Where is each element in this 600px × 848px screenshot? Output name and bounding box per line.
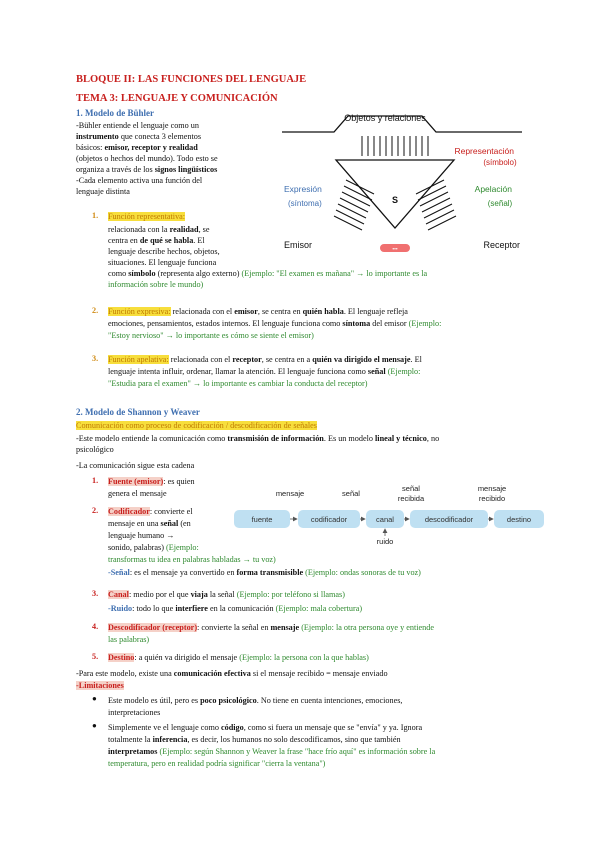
apelacion-label: Apelación (474, 184, 512, 194)
function-line: relacionada con la realidad, se (108, 225, 210, 234)
function-line: lenguaje intenta influir, ordenar, llamar la atención. El lenguaje funciona como señal (Ejemplo: (108, 367, 421, 376)
shannon-subheading: Comunicación como proceso de codificación / descodificación de señales (76, 421, 317, 430)
tema-title: TEMA 3: LENGUAJE Y COMUNICACIÓN (76, 93, 278, 104)
chain-item-fuente: Fuente (emisor): es quien (108, 477, 195, 486)
emisor-label: Emisor (284, 240, 313, 250)
label-ruido: ruido (376, 537, 394, 546)
box-canal-label: canal (376, 515, 394, 524)
sintoma-label: (síntoma) (288, 199, 322, 208)
chain-item-destino: Destino: a quién va dirigido el mensaje (Ejemplo: la persona con la que hablas) (108, 653, 369, 662)
senal-label: (señal) (487, 199, 513, 208)
shannon-line: -La comunicación sigue esta cadena (76, 461, 195, 470)
ruido-definition: -Ruido: todo lo que interfiere en la comunicación (Ejemplo: mala cobertura) (108, 604, 363, 613)
function-line: información sobre le mundo) (108, 280, 204, 289)
function-line: centra en de qué se habla. El (108, 236, 205, 245)
buhler-intro-line: básicos: emisor, receptor y realidad (76, 143, 198, 152)
function-representativa-title: Función representativa: (108, 212, 186, 221)
chain-item-codificador: Codificador: convierte el (108, 507, 193, 516)
chain-number: 3. (92, 589, 99, 598)
sign-s-label: S (391, 195, 399, 205)
chain-line: transformas tu idea en palabras habladas → tu voz) (108, 555, 276, 564)
buhler-intro-line: -Cada elemento activa una función del (76, 176, 203, 185)
limitaciones-title: -Limitaciones (76, 681, 124, 690)
chain-line: las palabras) (108, 635, 150, 644)
function-number: 1. (92, 211, 99, 220)
label-senal: señal (342, 489, 360, 498)
function-number: 3. (92, 354, 99, 363)
shannon-line: psicológico (76, 445, 114, 454)
chain-line: mensaje en una señal (en (108, 519, 191, 528)
limitation-line: Este modelo es útil, pero es poco psicológico. No tiene en cuenta intenciones, emociones, (108, 696, 403, 705)
chain-number: 2. (92, 506, 99, 515)
buhler-intro-line: (objetos o hechos del mundo). Todo esto se (76, 154, 218, 163)
representacion-label: Representación (454, 146, 514, 156)
senal-definition: -Señal: es el mensaje ya convertido en forma transmisible (Ejemplo: ondas sonoras de tu voz) (108, 568, 421, 577)
label-senal-recibida: señal (402, 484, 420, 493)
chain-line: lenguaje humano → (108, 531, 175, 540)
chain-number: 1. (92, 476, 99, 485)
function-number: 2. (92, 306, 99, 315)
label-senal-recibida: recibida (397, 494, 425, 503)
function-line: situaciones. El lenguaje funciona (108, 258, 217, 267)
chain-number: 4. (92, 622, 99, 631)
function-line: emociones, pensamientos, estados internos. El lenguaje funciona como síntoma del emisor (Ejemplo: (108, 319, 442, 328)
label-mensaje-recibido: recibido (478, 494, 506, 503)
buhler-intro-line: instrumento que conecta 3 elementos (76, 132, 202, 141)
function-expresiva-line: Función expresiva: relacionada con el emisor, se centra en quién habla. El lenguaje refleja (108, 307, 408, 316)
limitation-line: interpretamos (Ejemplo: según Shannon y Weaver la frase "hace frío aquí" es información sobre la (108, 747, 436, 756)
chain-item-descodificador: Descodificador (receptor): convierte la señal en mensaje (Ejemplo: la otra persona oye y entiende (108, 623, 434, 632)
buhler-intro-line: -Bühler entiende el lenguaje como un (76, 121, 199, 130)
function-line: como símbolo (representa algo externo) (Ejemplo: "El examen es mañana" → lo importante es la (108, 269, 428, 278)
shannon-weaver-diagram (230, 484, 550, 548)
label-mensaje-recibido: mensaje (477, 484, 507, 493)
chain-line: sonido, palabras) (Ejemplo: (108, 543, 199, 552)
limitation-line: temperatura, pero en realidad podría significar "cierra la ventana") (108, 759, 326, 768)
buhler-intro-line: lenguaje distinta (76, 187, 130, 196)
buhler-intro-line: organiza a través de los signos lingüísticos (76, 165, 218, 174)
effective-communication: -Para este modelo, existe una comunicación efectiva si el mensaje recibido = mensaje enviado (76, 669, 388, 678)
function-apelativa-line: Función apelativa: relacionada con el receptor, se centra en a quién va dirigido el mensaje. El (108, 355, 422, 364)
function-line: lenguaje describe hechos, objetos, (108, 247, 220, 256)
representation-hatching (362, 136, 428, 156)
box-descodificador-label: descodificador (424, 515, 474, 524)
chain-number: 5. (92, 652, 99, 661)
bloque-title: BLOQUE II: LAS FUNCIONES DEL LENGUAJE (76, 74, 307, 85)
expresion-label: Expresión (284, 184, 322, 194)
buhler-heading: 1. Modelo de Bühler (76, 108, 154, 118)
shannon-line: -Este modelo entiende la comunicación como transmisión de información. Es un modelo lineal y técnico, no (76, 434, 440, 443)
shannon-heading: 2. Modelo de Shannon y Weaver (76, 407, 200, 417)
box-destino-label: destino (506, 515, 532, 524)
buhler-organon-diagram (278, 108, 528, 258)
chain-line: genera el mensaje (108, 489, 167, 498)
label-mensaje: mensaje (275, 489, 305, 498)
limitation-line: interpretaciones (108, 708, 161, 717)
limitation-line: totalmente la inferencia, es decir, los humanos no solo descodificamos, sino que también (108, 735, 401, 744)
receptor-label: Receptor (483, 240, 520, 250)
sign-triangle (336, 160, 454, 228)
function-line: "Estudia para el examen" → lo importante es cambiar la conducta del receptor) (108, 379, 368, 388)
function-line: "Estoy nervioso" → lo importante es cómo se siente el emisor) (108, 331, 314, 340)
bullet: ● (92, 721, 97, 730)
box-codificador-label: codificador (310, 515, 348, 524)
limitation-line: Simplemente ve el lenguaje como código, como si fuera un mensaje que se "envía" y ya. Ignora (108, 723, 423, 732)
bullet: ● (92, 694, 97, 703)
chain-item-canal: Canal: medio por el que viaja la señal (Ejemplo: por teléfono si llamas) (108, 590, 345, 599)
simbolo-label: (símbolo) (483, 158, 517, 167)
center-pill-label: ••• (392, 246, 398, 253)
box-fuente-label: fuente (251, 515, 273, 524)
objetos-label: Objetos y relaciones (344, 113, 426, 123)
